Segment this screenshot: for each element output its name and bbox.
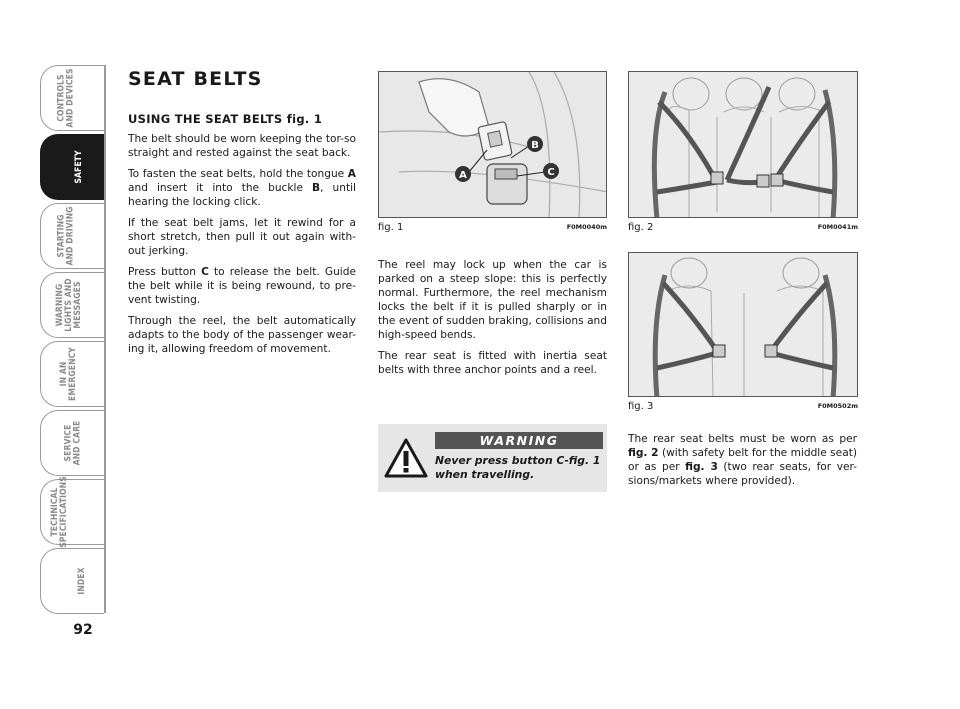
text-run: (two rear seats, for ver-sions/markets where provided). bbox=[628, 461, 857, 487]
tab-controls-and-devices[interactable] bbox=[40, 65, 104, 131]
label-c: C bbox=[201, 266, 209, 278]
page-title: SEAT BELTS bbox=[128, 68, 263, 90]
figure-3-caption: fig. 3 bbox=[628, 401, 654, 412]
text-run: , until hearing the locking click. bbox=[128, 182, 356, 208]
tab-label: STARTING AND DRIVING bbox=[56, 206, 76, 266]
tab-label: SAFETY bbox=[73, 150, 84, 184]
tab-label: CONTROLS AND DEVICES bbox=[56, 68, 76, 128]
tab-service-and-care[interactable] bbox=[40, 410, 104, 476]
figure-2-code: F0M0041m bbox=[817, 223, 858, 231]
paragraph: The rear seat is fitted with inertia seat belts with three anchor points and a reel. bbox=[378, 350, 607, 376]
tab-safety[interactable] bbox=[40, 134, 104, 200]
warning-triangle-icon bbox=[384, 438, 428, 478]
subheading-text: USING THE SEAT BELTS bbox=[128, 112, 283, 126]
label-b: B bbox=[312, 182, 321, 194]
tab-label: IN AN EMERGENCY bbox=[59, 347, 79, 401]
page-number: 92 bbox=[73, 622, 93, 638]
paragraph: The belt should be worn keeping the tor-so straight and rested against the seat back. bbox=[128, 133, 356, 159]
section-subheading bbox=[128, 112, 356, 126]
text-run: Press button bbox=[128, 266, 202, 278]
paragraph bbox=[128, 167, 356, 209]
figure-3-two-seat-belts bbox=[628, 252, 858, 397]
tab-index[interactable] bbox=[40, 548, 104, 614]
buckle-illustration bbox=[379, 72, 607, 218]
rear-seat-two-belts-illustration bbox=[629, 253, 858, 397]
tab-label: TECHNICAL SPECIFICATIONS bbox=[50, 476, 70, 548]
paragraph: If the seat belt jams, let it rewind for a short stretch, then pull it out again with-out jerking. bbox=[128, 217, 356, 257]
paragraph: The reel may lock up when the car is parked on a steep slope: this is perfectly normal. Furthermore, the reel mechanism locks the belt if it is pulled sharply or in the event of sudden braking, collisions and high-speed bends. bbox=[378, 259, 607, 341]
tab-label: INDEX bbox=[76, 567, 87, 595]
main-text-column bbox=[128, 68, 356, 363]
right-text-column bbox=[628, 432, 857, 495]
paragraph bbox=[128, 265, 356, 307]
rear-seat-three-belts-illustration bbox=[629, 72, 858, 218]
figure-1-buckle bbox=[378, 71, 607, 218]
figure-3-code: F0M0502m bbox=[817, 402, 858, 410]
tab-label: WARNING LIGHTS AND MESSAGES bbox=[54, 278, 83, 332]
text-run: to release the belt. Guide the belt while it is being rewound, to pre-vent twisting. bbox=[128, 266, 356, 306]
callout-a-text: A bbox=[459, 170, 467, 181]
tab-technical-specifications[interactable] bbox=[40, 476, 104, 548]
subheading-fig-ref: fig. 1 bbox=[286, 112, 323, 126]
text-run: and insert it into the buckle bbox=[128, 182, 313, 194]
middle-text-column bbox=[378, 258, 607, 384]
fig3-ref: fig. 3 bbox=[685, 461, 718, 473]
figure-2-three-seat-belts bbox=[628, 71, 858, 218]
tab-in-an-emergency[interactable] bbox=[40, 341, 104, 407]
tab-starting-and-driving[interactable] bbox=[40, 203, 104, 269]
figure-1-caption: fig. 1 bbox=[378, 222, 404, 233]
warning-text: Never press button C-fig. 1 when travelling. bbox=[435, 454, 601, 481]
text-run: (with safety belt for the middle seat) or as per bbox=[628, 447, 857, 473]
figure-1-code: F0M0040m bbox=[566, 223, 607, 231]
figure-2-caption: fig. 2 bbox=[628, 222, 654, 233]
paragraph bbox=[628, 432, 857, 488]
callout-c-text: C bbox=[547, 167, 555, 178]
label-a: A bbox=[347, 168, 356, 180]
tab-label: SERVICE AND CARE bbox=[63, 420, 83, 466]
fig2-ref: fig. 2 bbox=[628, 447, 659, 459]
text-run: The rear seat belts must be worn as per bbox=[628, 433, 857, 445]
tab-warning-lights[interactable] bbox=[40, 272, 104, 338]
tab-divider-line bbox=[104, 65, 106, 613]
paragraph: Through the reel, the belt automatically adapts to the body of the passenger wear-ing it, allowing freedom of movement. bbox=[128, 315, 356, 355]
callout-b-text: B bbox=[531, 140, 539, 151]
warning-heading: WARNING bbox=[435, 432, 603, 449]
warning-box bbox=[378, 424, 607, 492]
text-run: To fasten the seat belts, hold the tongue bbox=[128, 168, 348, 180]
